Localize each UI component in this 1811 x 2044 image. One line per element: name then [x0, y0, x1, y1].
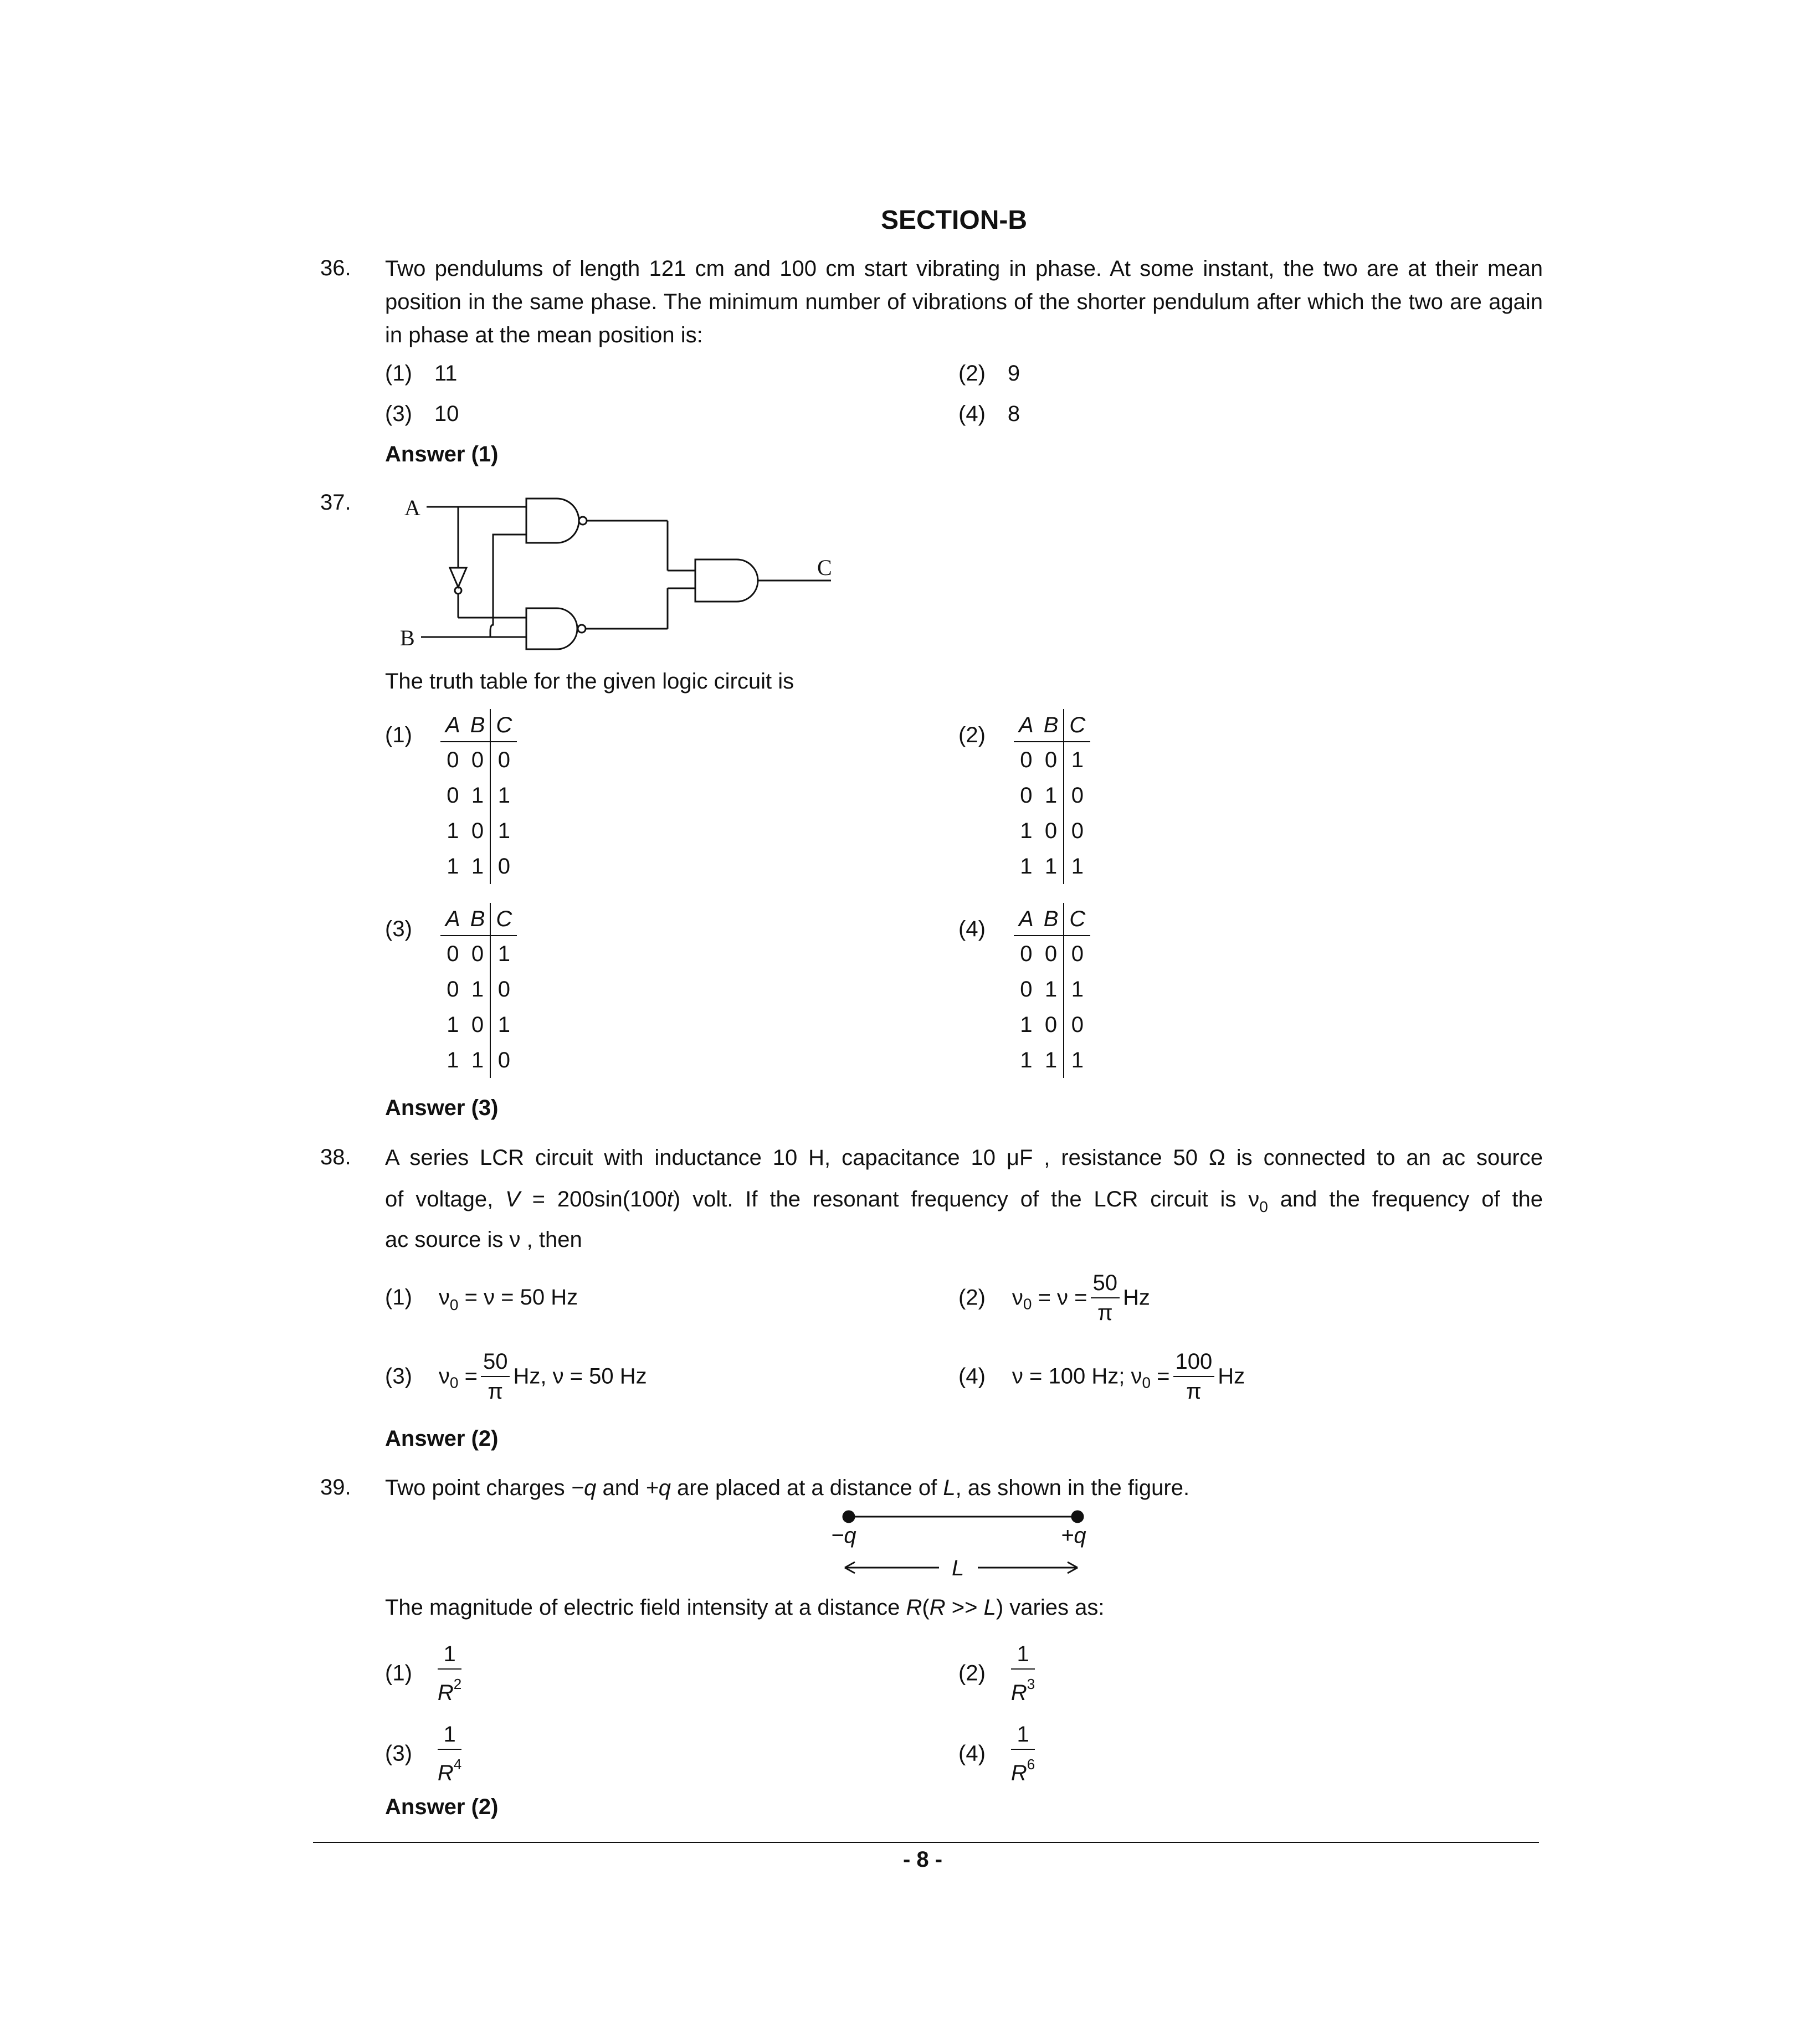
q38-option-3: (3) $\nu_0$ = $\frac{50}{\pi}$ Hz, ν = 50 Hz [385, 1347, 647, 1406]
table-row: 0 1 1 [1014, 972, 1090, 1007]
footer-divider [313, 1842, 1539, 1843]
question-text-39: Two point charges −q and +q are placed at a distance of L, as shown in the figure. [385, 1476, 1190, 1500]
table-row: 1 0 1 [440, 1007, 517, 1042]
q39-option-3: (3) $\frac{1}{R^4}$ [385, 1720, 465, 1788]
table-row: 0 1 1 [440, 778, 517, 813]
q37-option-2-label: (2) [958, 723, 986, 747]
negative-charge-label: −q [831, 1523, 856, 1548]
question-number-36: 36. [320, 256, 351, 280]
question-38-line-2: of voltage, V = 200sin(100t) volt. If the resonant frequency of the LCR circuit is $\nu_0$ and the frequency of the [385, 1187, 1543, 1215]
question-text-39-b: The magnitude of electric field intensity at a distance R(R >> L) varies as: [385, 1595, 1105, 1620]
table-row: 0 0 0 [1014, 936, 1090, 972]
question-38-line-1: A series LCR circuit with inductance 10 H, capacitance 10 μF , resistance 50 Ω is connected to an ac source [385, 1146, 1543, 1170]
q38-option-2: (2) $\nu_0 = \nu$ = $\frac{50}{\pi}$ Hz [958, 1268, 1150, 1327]
q36-option-2: (2) 9 [958, 361, 1020, 386]
truth-table-option-4: A B C 0 0 0 0 1 1 1 0 0 1 1 1 [1014, 903, 1090, 1078]
table-row: 1 1 1 [1014, 1042, 1090, 1078]
table-row: 1 1 1 [1014, 849, 1090, 884]
positive-charge-dot [1072, 1511, 1083, 1522]
table-row: 1 1 0 [440, 849, 517, 884]
logic-circuit-diagram [388, 482, 842, 659]
input-a-label: A [404, 495, 420, 520]
q39-option-1: (1) $\frac{1}{R^2}$ [385, 1640, 465, 1707]
q38-answer: Answer (2) [385, 1426, 499, 1451]
q37-option-3-label: (3) [385, 917, 412, 941]
q37-answer: Answer (3) [385, 1096, 499, 1120]
output-c-label: C [817, 555, 832, 580]
truth-table-option-1: A B C 0 0 0 0 1 1 1 0 1 1 1 0 [440, 709, 517, 884]
distance-label: L [952, 1556, 965, 1580]
question-number-39: 39. [320, 1475, 351, 1499]
q39-option-2: (2) $\frac{1}{R^3}$ [958, 1640, 1038, 1707]
table-row: 0 1 0 [1014, 778, 1090, 813]
question-number-37: 37. [320, 490, 351, 515]
negative-charge-dot [843, 1511, 854, 1522]
table-row: 0 0 0 [440, 742, 517, 778]
table-row: 0 0 1 [440, 936, 517, 972]
table-row: 1 0 0 [1014, 1007, 1090, 1042]
q39-answer: Answer (2) [385, 1795, 499, 1819]
page-number: - 8 - [903, 1847, 943, 1872]
table-row: 1 1 0 [440, 1042, 517, 1078]
q36-option-1: (1) 11 [385, 361, 458, 386]
table-row: 1 0 1 [440, 813, 517, 849]
q36-answer: Answer (1) [385, 442, 499, 466]
question-text-37: The truth table for the given logic circuit is [385, 669, 794, 694]
q37-option-4-label: (4) [958, 917, 986, 941]
question-text-36: Two pendulums of length 121 cm and 100 cm start vibrating in phase. At some instant, the two are at their mean position in the same phase. The minimum number of vibrations of the shorter pendulum after which the two are again in phase at the mean position is: [385, 256, 1543, 347]
table-row: 0 0 1 [1014, 742, 1090, 778]
q36-option-3: (3) 10 [385, 402, 459, 426]
table-row: 0 1 0 [440, 972, 517, 1007]
section-title: SECTION-B [881, 206, 1027, 235]
input-b-label: B [400, 625, 415, 650]
table-row: 1 0 0 [1014, 813, 1090, 849]
dipole-figure [825, 1507, 1102, 1590]
q38-option-1: (1) $\nu_0 = \nu = 50$ Hz [385, 1285, 578, 1313]
truth-table-option-2: A B C 0 0 1 0 1 0 1 0 0 1 1 1 [1014, 709, 1090, 884]
q37-option-1-label: (1) [385, 723, 412, 747]
question-number-38: 38. [320, 1145, 351, 1169]
q36-option-4: (4) 8 [958, 402, 1020, 426]
q39-option-4: (4) $\frac{1}{R^6}$ [958, 1720, 1038, 1788]
positive-charge-label: +q [1061, 1523, 1086, 1548]
q38-option-4: (4) ν = 100 Hz; $\nu_0$ = $\frac{100}{\pi}$ Hz [958, 1347, 1245, 1406]
question-38-line-3: ac source is ν , then [385, 1228, 582, 1252]
truth-table-option-3: A B C 0 0 1 0 1 0 1 0 1 1 1 0 [440, 903, 517, 1078]
